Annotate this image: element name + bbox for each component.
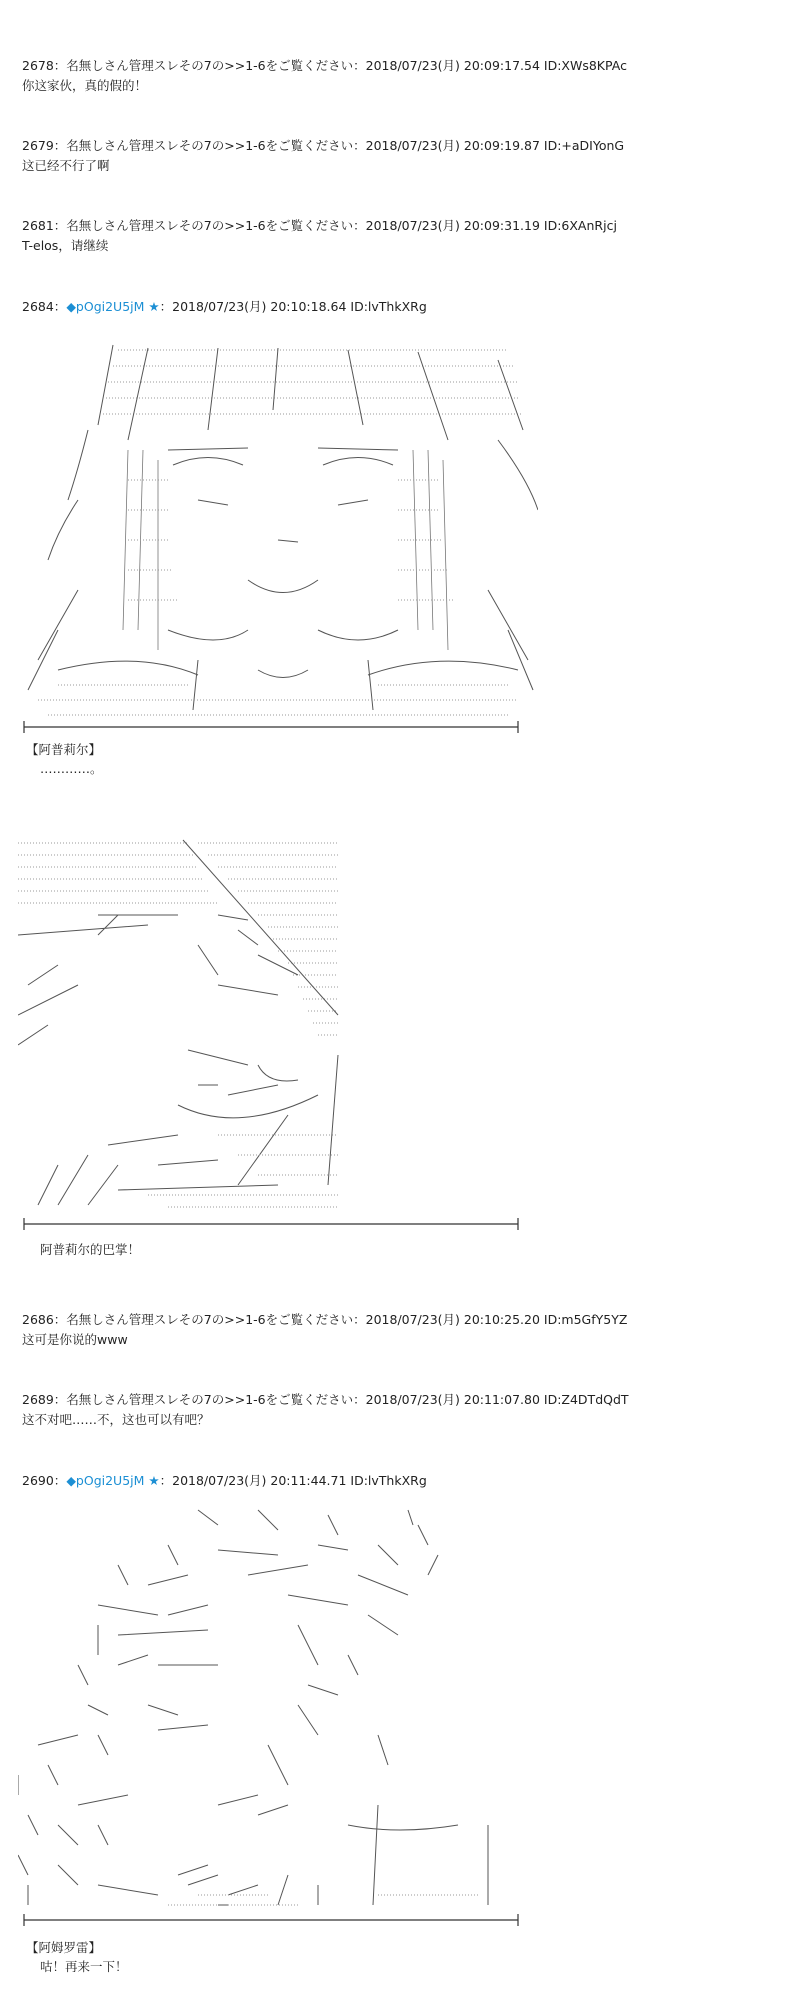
post-number: 2684： — [22, 299, 67, 314]
ascii-art-slap — [18, 835, 388, 1215]
post-body: 你这家伙，真的假的！ — [22, 78, 148, 93]
post-body: 这可是你说的www — [22, 1332, 128, 1347]
dialogue-line: …………。 — [40, 761, 103, 776]
post-header: 2678：名無しさん管理スレその7の>>1-6をご覧ください：2018/07/23(月) 20:09:17.54 ID:XWs8KPAc — [22, 58, 627, 73]
post-header: 2679：名無しさん管理スレその7の>>1-6をご覧ください：2018/07/23(月) 20:09:19.87 ID:+aDIYonG — [22, 138, 625, 153]
post-header — [22, 297, 762, 317]
ascii-art-drawing — [18, 835, 388, 1215]
post-meta: ：2018/07/23(月) 20:11:44.71 ID:lvThkXRg — [159, 1473, 427, 1488]
post-2686 — [22, 1310, 762, 1350]
post-header: 2689：名無しさん管理スレその7の>>1-6をご覧ください：2018/07/23(月) 20:11:07.80 ID:Z4DTdQdT — [22, 1392, 629, 1407]
post-header — [22, 1471, 762, 1491]
post-number: 2690： — [22, 1473, 67, 1488]
dialogue-caption-1 — [26, 740, 103, 778]
ascii-art-drawing — [18, 1505, 518, 1915]
post-2678 — [22, 56, 762, 96]
ascii-art-character-1 — [18, 330, 538, 725]
star-icon: ★ — [148, 1473, 160, 1488]
ascii-art-drawing — [18, 330, 538, 725]
dialogue-line: 咕！再来一下！ — [40, 1959, 128, 1974]
post-2681 — [22, 216, 762, 256]
section-divider — [22, 721, 522, 733]
post-body: T-elos，请继续 — [22, 238, 109, 253]
post-2679 — [22, 136, 762, 176]
divider-line — [22, 1914, 522, 1926]
post-header: 2681：名無しさん管理スレその7の>>1-6をご覧ください：2018/07/23(月) 20:09:31.19 ID:6XAnRjcj — [22, 218, 617, 233]
divider-line — [22, 1218, 522, 1230]
speaker-name: 【阿姆罗雷】 — [26, 1940, 102, 1955]
post-body: 这不对吧……不，这也可以有吧？ — [22, 1412, 210, 1427]
section-divider — [22, 1218, 522, 1230]
speaker-name: 【阿普莉尔】 — [26, 742, 102, 757]
post-header: 2686：名無しさん管理スレその7の>>1-6をご覧ください：2018/07/23(月) 20:10:25.20 ID:m5GfY5YZ — [22, 1312, 628, 1327]
post-2689 — [22, 1390, 762, 1430]
star-icon: ★ — [148, 299, 160, 314]
dialogue-line: 阿普莉尔的巴掌！ — [40, 1242, 141, 1257]
post-meta: ：2018/07/23(月) 20:10:18.64 ID:lvThkXRg — [159, 299, 427, 314]
section-divider — [22, 1914, 522, 1926]
divider-line — [22, 721, 522, 733]
dialogue-caption-2 — [26, 1240, 140, 1259]
ascii-art-character-2 — [18, 1505, 518, 1915]
post-2690 — [22, 1471, 762, 1491]
dialogue-caption-3 — [26, 1938, 128, 1976]
author-trip-link[interactable]: ◆pOgi2U5jM — [66, 1473, 145, 1488]
author-trip-link[interactable]: ◆pOgi2U5jM — [66, 299, 145, 314]
post-body: 这已经不行了啊 — [22, 158, 110, 173]
post-2684 — [22, 297, 762, 317]
